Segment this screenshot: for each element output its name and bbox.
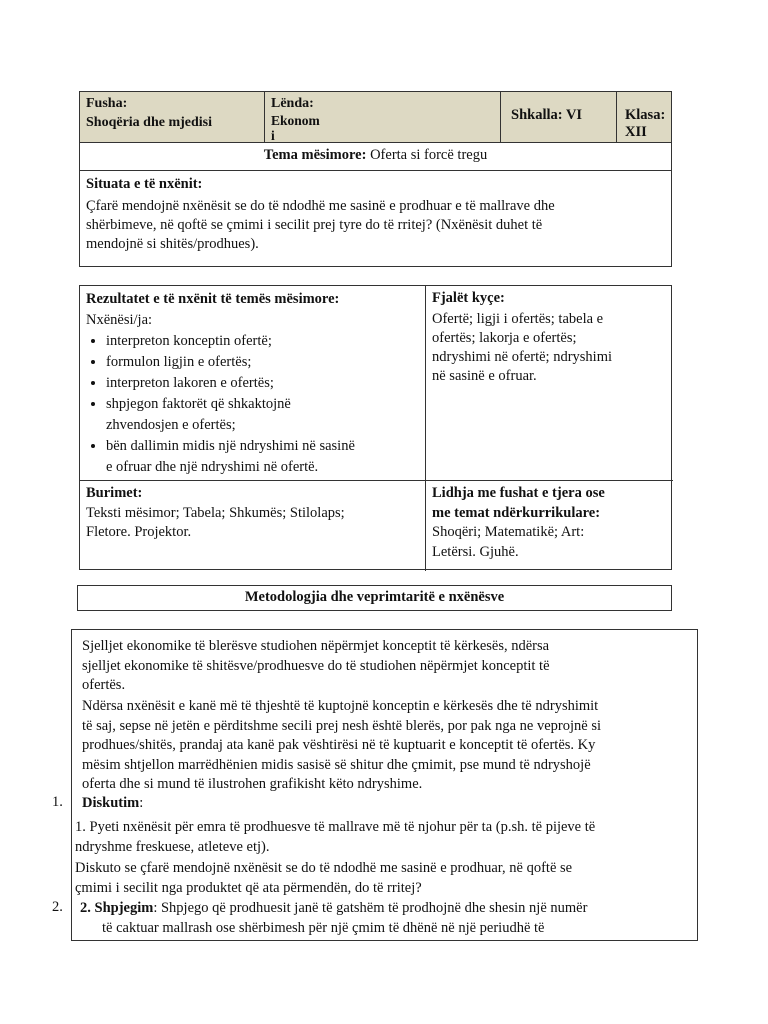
rezultat-item: • formulon ligjin e ofertës; xyxy=(106,352,419,373)
list-number-2: 2. xyxy=(52,899,63,915)
fusha-label: Fusha: xyxy=(86,96,128,111)
situata-label: Situata e të nxënit: xyxy=(86,176,203,192)
item-2-title: 2. Shpjegim xyxy=(80,900,154,916)
list-number-1: 1. xyxy=(52,794,63,810)
rezultat-item: • shpjegon faktorët që shkaktojnë zhvendosjen e ofertës; xyxy=(106,394,419,436)
shkalla-cell xyxy=(501,92,617,142)
p1-line: sjelljet ekonomike të shitësve/prodhuesve do të studiohen nëpërmjet konceptit të xyxy=(82,657,550,674)
item-1-title: Diskutim xyxy=(82,795,140,811)
item-1-heading xyxy=(82,794,143,814)
p2-line: oferta dhe si mund të ilustrohen grafikisht këto ndryshime. xyxy=(82,776,423,792)
methodology-body xyxy=(71,629,698,941)
lidhja-line: Letërsi. Gjuhë. xyxy=(432,543,519,560)
results-table xyxy=(79,285,672,570)
shkalla-label: Shkalla: VI xyxy=(511,107,583,123)
lenda-cell xyxy=(265,92,501,142)
tema-row xyxy=(79,143,672,171)
item1-line: 1. Pyeti nxënësit për emra të prodhuesve të mallrave më të njohur për ta (p.sh. të pijeve të xyxy=(75,819,596,835)
burimet-cell xyxy=(80,481,426,571)
fjalet-label: Fjalët kyçe: xyxy=(432,290,505,306)
p2-line: mësim shtjellon marrëdhënien midis sasisë së shitur dhe çmimit, pse mund të ndryshojë xyxy=(82,756,591,773)
lenda-cut: i xyxy=(271,128,275,143)
fjalet-line: ndryshimi në ofertë; ndryshimi xyxy=(432,349,613,365)
item-1-colon: : xyxy=(139,795,144,811)
p1-line: Sjelljet ekonomike të blerësve studiohen nëpërmjet konceptit të kërkesës, ndërsa xyxy=(82,638,550,654)
rezultatet-label: Rezultatet e të nxënit të temës mësimore: xyxy=(86,291,340,307)
situata-line: mendojnë si shitës/prodhues). xyxy=(86,236,259,252)
item-2-line2: të caktuar mallrash ose shërbimesh për një çmim të dhënë në një periudhë të xyxy=(102,919,545,936)
metodologjia-label: Metodologjia dhe veprimtaritë e nxënësve xyxy=(244,589,505,605)
item-2-text xyxy=(80,899,587,938)
paragraph-1 xyxy=(82,637,550,696)
burimet-line: Teksti mësimor; Tabela; Shkumës; Stilolaps; xyxy=(86,504,345,521)
p2-line: Ndërsa nxënësit e kanë më të thjeshtë të kuptojnë konceptin e kërkesës dhe të ndryshimit xyxy=(82,698,599,714)
p1-line: ofertës. xyxy=(82,677,126,693)
rezultatet-intro: Nxënësi/ja: xyxy=(86,312,153,328)
p2-line: të saj, sepse në jetën e përditshme secili prej nesh është blerës, por pak nga ne veprojnë si xyxy=(82,717,602,734)
lidhja-cell xyxy=(426,481,673,571)
metodologjia-heading xyxy=(77,585,672,611)
item1-more-line: Diskuto se çfarë mendojnë nxënësit se do të ndodhë me sasinë e prodhuar, në qoftë se xyxy=(75,860,573,876)
klasa-label: Klasa: XII xyxy=(625,107,666,140)
p2-line: prodhues/shitës, prandaj ata kanë pak vështirësi në të kuptuarit e konceptit të ofertës. Ky xyxy=(82,737,596,753)
item1-more-line: çmimi i secilit nga produktet që ata përmendën, do të rritej? xyxy=(75,879,422,896)
lidhja-line: Shoqëri; Matematikë; Art: xyxy=(432,524,585,540)
fjalet-cell xyxy=(426,286,673,481)
situata-row xyxy=(79,171,672,267)
burimet-line: Fletore. Projektor. xyxy=(86,524,192,540)
item-2-line: : Shpjego që prodhuesit janë të gatshëm të prodhojnë dhe shesin një numër xyxy=(153,900,588,916)
fjalet-line: ofertës; lakorja e ofertës; xyxy=(432,330,577,346)
header-table xyxy=(79,91,672,143)
fjalet-line: Ofertë; ligji i ofertës; tabela e xyxy=(432,311,604,327)
burimet-label: Burimet: xyxy=(86,485,143,501)
rezultat-item: • interpreton konceptin ofertë; xyxy=(106,331,419,352)
fusha-value: Shoqëria dhe mjedisi xyxy=(86,115,213,130)
paragraph-2 xyxy=(82,697,601,795)
situata-line: shërbimeve, në qoftë se çmimi i secilit prej tyre do të rritej? (Nxënësit duhet të xyxy=(86,217,543,233)
lenda-value: Ekonom xyxy=(271,113,320,128)
situata-line: Çfarë mendojnë nxënësit se do të ndodhë me sasinë e prodhuar e të mallrave dhe xyxy=(86,198,555,214)
fjalet-line: në sasinë e ofruar. xyxy=(432,368,537,384)
lidhja-label: Lidhja me fushat e tjera ose xyxy=(432,485,605,501)
lenda-label: Lënda: xyxy=(271,96,314,111)
item-1-text xyxy=(75,818,595,898)
rezultatet-cell xyxy=(80,286,426,481)
rezultat-item: • interpreton lakoren e ofertës; xyxy=(106,373,419,394)
fusha-cell xyxy=(80,92,265,142)
lidhja-label: me temat ndërkurrikulare: xyxy=(432,504,601,521)
tema-value: Oferta si forcë tregu xyxy=(366,147,488,163)
tema-label: Tema mësimore: xyxy=(263,147,367,163)
klasa-cell xyxy=(617,92,673,142)
rezultat-item: • bën dallimin midis një ndryshimi në sasinë e ofruar dhe një ndryshimi në ofertë. xyxy=(106,436,419,478)
item1-line: ndryshme freskuese, atleteve etj). xyxy=(75,838,270,855)
